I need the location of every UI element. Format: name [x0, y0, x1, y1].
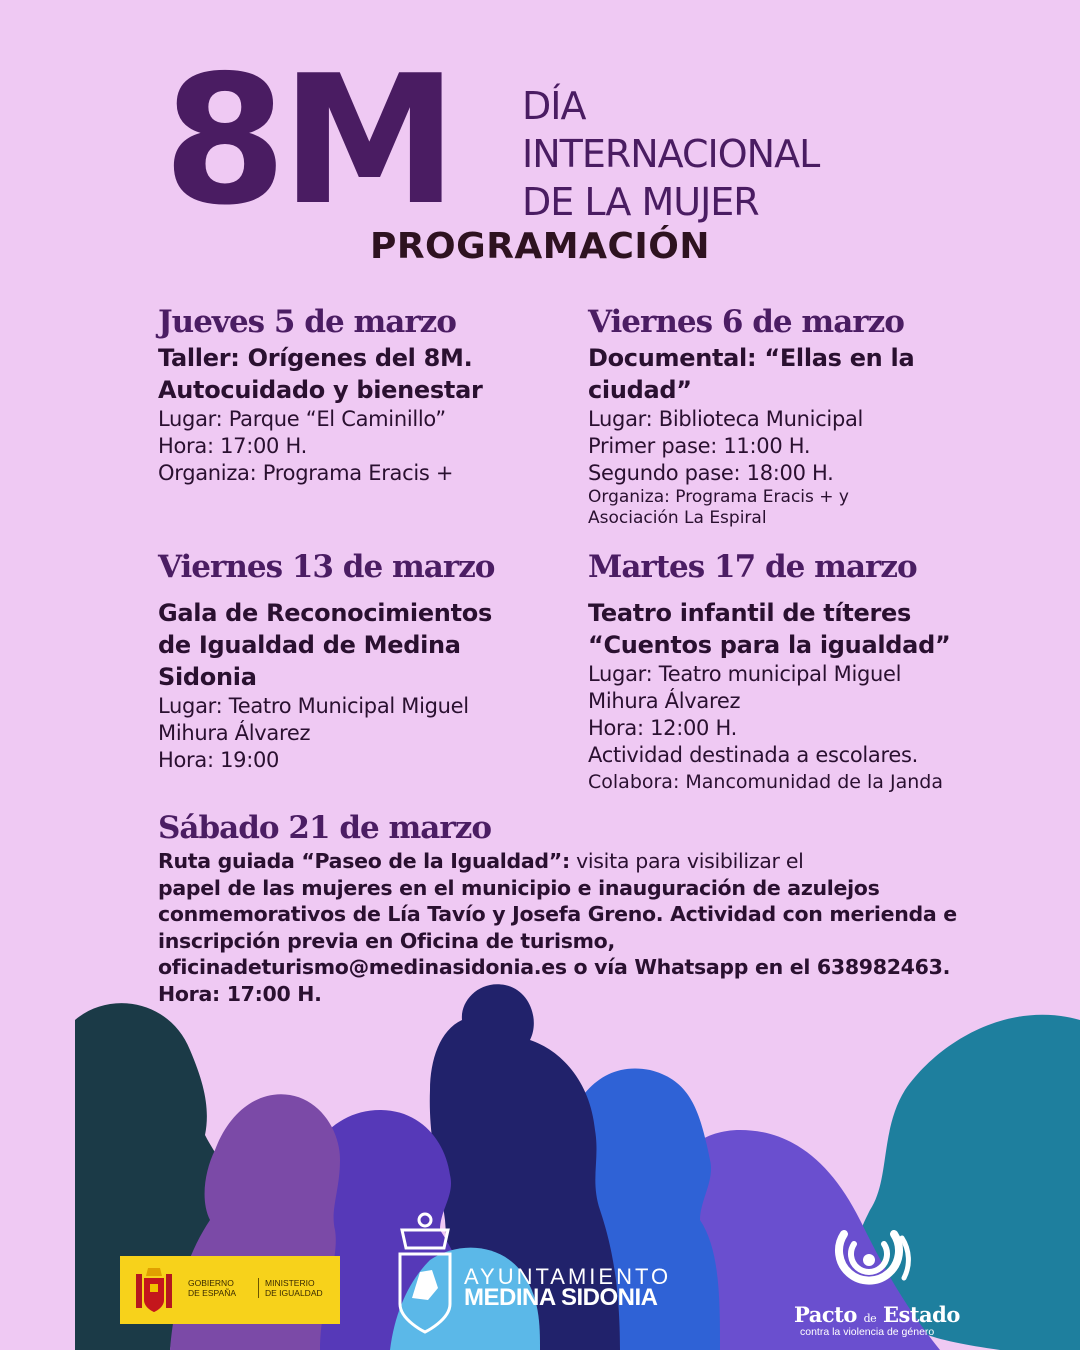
event-detail: Segundo pase: 18:00 H.	[588, 461, 834, 485]
event-detail: Mihura Álvarez	[588, 689, 741, 713]
subtitle-line: DE LA MUJER	[522, 180, 759, 224]
event-viernes-6	[588, 302, 988, 529]
gobierno-line: DE ESPAÑA	[188, 1288, 237, 1298]
event-day: Sábado 21 de marzo	[158, 810, 492, 846]
pacto-line1	[794, 1302, 960, 1327]
event-desc-line: oficinadeturismo@medinasidonia.es o vía Whatsapp en el 638982463.	[158, 955, 951, 979]
subtitle-line: DÍA	[522, 84, 586, 128]
event-detail: Hora: 19:00	[158, 748, 280, 772]
event-title-line: “Cuentos para la igualdad”	[588, 631, 951, 659]
event-detail: Lugar: Teatro municipal Miguel	[588, 662, 902, 686]
event-detail: Lugar: Biblioteca Municipal	[588, 407, 864, 431]
subtitle-line: INTERNACIONAL	[522, 132, 820, 176]
event-detail-small: Asociación La Espiral	[588, 508, 767, 528]
event-detail: Mihura Álvarez	[158, 721, 311, 745]
gobierno-logo	[120, 1256, 340, 1324]
event-subtitle	[522, 82, 819, 226]
event-detail: Hora: 17:00 H.	[158, 434, 307, 458]
pacto-line2: contra la violencia de género	[800, 1326, 935, 1338]
event-title-line: Sidonia	[158, 663, 257, 691]
event-detail: Hora: 12:00 H.	[588, 716, 737, 740]
event-lead-rest: visita para visibilizar el	[569, 849, 804, 873]
event-day: Martes 17 de marzo	[588, 549, 917, 585]
event-desc-line: papel de las mujeres en el municipio e inauguración de azulejos	[158, 875, 880, 900]
event-detail-small: Organiza: Programa Eracis + y	[588, 487, 849, 507]
event-detail: Lugar: Teatro Municipal Miguel	[158, 694, 469, 718]
event-detail: Primer pase: 11:00 H.	[588, 434, 811, 458]
event-title-line: Autocuidado y bienestar	[158, 376, 483, 404]
event-title-line: Gala de Reconocimientos	[158, 599, 492, 627]
ayuntamiento-logo	[392, 1208, 692, 1338]
event-title-line: de Igualdad de Medina	[158, 631, 461, 659]
pacto-estado-circles-icon	[824, 1214, 916, 1302]
event-desc-line: conmemorativos de Lía Tavío y Josefa Greno. Actividad con merienda e	[158, 902, 957, 926]
event-day: Viernes 13 de marzo	[158, 549, 495, 585]
event-title-line: Teatro infantil de títeres	[588, 599, 911, 627]
ministerio-text	[258, 1278, 323, 1298]
ayuntamiento-line2: MEDINA SIDONIA	[464, 1284, 658, 1311]
gobierno-line: GOBIERNO	[188, 1278, 234, 1288]
pacto-estado-logo	[786, 1214, 966, 1344]
pacto-word: Pacto	[794, 1302, 864, 1327]
event-title-line: Taller: Orígenes del 8M.	[158, 344, 473, 372]
event-viernes-13	[158, 547, 558, 774]
spain-coat-of-arms-icon	[132, 1264, 176, 1316]
event-desc-line: inscripción previa en Oficina de turismo,	[158, 928, 615, 953]
pacto-word: Estado	[876, 1302, 960, 1327]
title-8m: 8M	[163, 37, 452, 244]
event-detail: Lugar: Parque “El Caminillo”	[158, 407, 446, 431]
event-detail-small: Colabora: Mancomunidad de la Janda	[588, 771, 943, 793]
pacto-word: de	[863, 1312, 877, 1325]
ministerio-line: MINISTERIO	[265, 1278, 315, 1288]
event-martes-17	[588, 547, 1008, 795]
gobierno-text	[188, 1278, 236, 1298]
event-lead: Ruta guiada “Paseo de la Igualdad”:	[158, 849, 570, 873]
event-detail: Organiza: Programa Eracis +	[158, 461, 454, 485]
event-day: Viernes 6 de marzo	[588, 304, 904, 340]
event-desc-line: Hora: 17:00 H.	[158, 981, 322, 1006]
ministerio-line: DE IGUALDAD	[265, 1288, 323, 1298]
ayuntamiento-line1: AYUNTAMIENTO	[464, 1264, 672, 1289]
event-jueves-5	[158, 302, 558, 487]
event-day: Jueves 5 de marzo	[158, 304, 456, 340]
section-title: PROGRAMACIÓN	[369, 226, 711, 267]
medina-sidonia-shield-icon	[392, 1208, 458, 1338]
event-title-line: ciudad”	[588, 376, 692, 404]
event-detail: Actividad destinada a escolares.	[588, 743, 918, 767]
event-title-line: Documental: “Ellas en la	[588, 344, 915, 372]
